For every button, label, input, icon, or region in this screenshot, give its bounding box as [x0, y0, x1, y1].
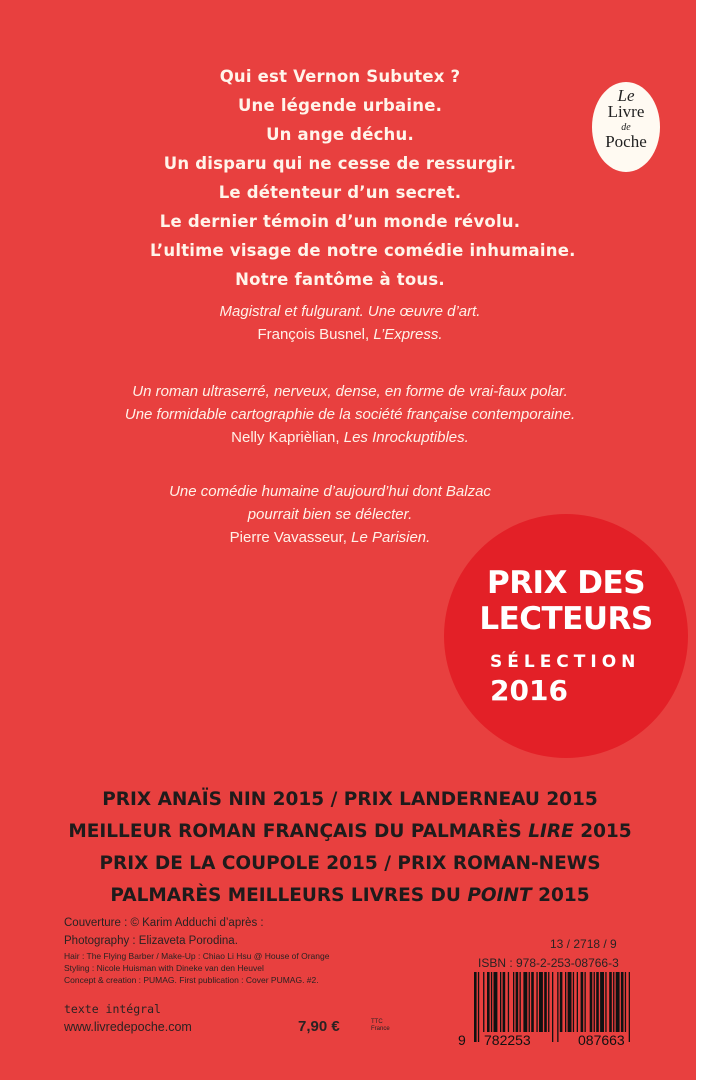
barcode-bar	[513, 972, 514, 1032]
barcode-digits: 782253	[484, 1032, 531, 1048]
synopsis-line: Notre fantôme à tous.	[235, 270, 445, 289]
quote-publication: L’Express.	[373, 326, 443, 343]
price: 7,90 €	[298, 1018, 340, 1035]
quote-author: François Busnel,	[257, 326, 370, 343]
barcode-bar	[508, 972, 509, 1032]
barcode-bar	[523, 972, 527, 1032]
barcode-bar	[474, 972, 477, 1042]
barcode-bar	[516, 972, 519, 1032]
prize-line: PRIX ANAÏS NIN 2015 / PRIX LANDERNEAU 2015	[102, 789, 598, 810]
barcode-bar	[494, 972, 498, 1032]
logo-text: de	[621, 122, 631, 133]
credit-line: Concept & creation : PUMAG. First publication : Cover PUMAG. #2.	[64, 975, 319, 985]
synopsis-line: L’ultime visage de notre comédie inhumaine.	[150, 241, 576, 260]
barcode-bar	[629, 972, 630, 1042]
barcode-digit: 9	[458, 1032, 466, 1048]
barcode-bar	[560, 972, 563, 1032]
quote-publication: Les Inrockuptibles.	[343, 429, 469, 446]
quote-author: Pierre Vavasseur,	[229, 529, 347, 546]
barcode-bar	[557, 972, 558, 1042]
quote-author: Nelly Kaprièlian,	[231, 429, 340, 446]
press-quote	[100, 380, 600, 449]
livre-de-poche-logo	[592, 82, 660, 172]
barcode-bar	[600, 972, 604, 1032]
barcode-bar	[585, 972, 586, 1032]
barcode-bar	[573, 972, 574, 1032]
prize-line: PALMARÈS MEILLEURS LIVRES DU POINT 2015	[110, 885, 590, 906]
prize-line: PRIX DE LA COUPOLE 2015 / PRIX ROMAN-NEWS	[99, 853, 601, 874]
barcode-bar	[552, 972, 553, 1042]
barcode-bar	[613, 972, 614, 1032]
barcode-bar	[605, 972, 606, 1032]
barcode-bar	[544, 972, 547, 1032]
barcode-bar	[596, 972, 599, 1032]
synopsis-line: Un disparu qui ne cesse de ressurgir.	[163, 154, 517, 173]
credit-line: Photography : Elizaveta Porodina.	[64, 935, 238, 947]
synopsis	[150, 62, 576, 294]
logo-text: Poche	[605, 132, 647, 151]
quote-text: Une comédie humaine d’aujourd’hui dont Balzac	[169, 483, 491, 500]
barcode-bar	[625, 972, 626, 1032]
barcode-bar	[581, 972, 584, 1032]
quote-source	[100, 426, 600, 449]
barcode-bar	[531, 972, 534, 1032]
barcode-bar	[491, 972, 492, 1032]
badge-text: LECTEURS	[479, 601, 653, 637]
publisher-url: www.livredepoche.com	[64, 1020, 192, 1034]
quote-publication: Le Parisien.	[351, 529, 431, 546]
cover-credits	[64, 914, 464, 986]
barcode-bar	[539, 972, 543, 1032]
prize-list	[40, 784, 660, 912]
quote-source	[100, 323, 600, 346]
barcode-bar	[577, 972, 578, 1032]
barcode-bar	[616, 972, 620, 1032]
barcode-bar	[500, 972, 501, 1032]
edition-code: 13 / 2718 / 9	[550, 937, 617, 951]
barcode-bar	[483, 972, 484, 1032]
synopsis-line: Une légende urbaine.	[237, 96, 443, 115]
quote-text: Une formidable cartographie de la société française contemporaine.	[124, 406, 576, 423]
prix-des-lecteurs-badge	[444, 514, 688, 758]
credit-line: Couverture : © Karim Adduchi d’après :	[64, 917, 264, 929]
barcode-bar	[503, 972, 506, 1032]
barcode-bar	[565, 972, 566, 1032]
logo-text: Livre	[607, 102, 645, 121]
price-tax-note: TTC France	[371, 1019, 390, 1032]
barcode-bar	[548, 972, 549, 1032]
synopsis-line: Le dernier témoin d’un monde révolu.	[159, 212, 521, 231]
badge-text: SÉLECTION	[490, 652, 641, 672]
barcode-bar	[594, 972, 595, 1032]
barcode-bar	[536, 972, 537, 1032]
synopsis-line: Un ange déchu.	[266, 125, 414, 144]
credit-line: Hair : The Flying Barber / Make-Up : Chiao Li Hsu @ House of Orange	[64, 951, 330, 961]
logo-text: Le	[617, 86, 635, 105]
barcode-bar	[590, 972, 593, 1032]
barcode-bar	[529, 972, 530, 1032]
quote-text: pourrait bien se délecter.	[247, 506, 413, 523]
synopsis-line: Le détenteur d’un secret.	[218, 183, 462, 202]
barcode-digits: 087663	[578, 1032, 625, 1048]
barcode-bar	[568, 972, 572, 1032]
texte-integral: texte intégral	[64, 1002, 161, 1016]
barcode-bar	[621, 972, 624, 1032]
quote-text: Magistral et fulgurant. Une œuvre d’art.	[219, 303, 481, 320]
isbn: ISBN : 978-2-253-08766-3	[478, 956, 619, 970]
barcode-bar	[478, 972, 479, 1042]
barcode-bar	[487, 972, 490, 1032]
barcode-bar	[520, 972, 521, 1032]
quote-text: Un roman ultraserré, nerveux, dense, en forme de vrai-faux polar.	[132, 383, 568, 400]
press-quote	[100, 300, 600, 346]
credit-line: Styling : Nicole Huisman with Dineke van den Heuvel	[64, 963, 264, 973]
barcode-bar	[609, 972, 612, 1032]
badge-text: PRIX DES	[486, 565, 646, 601]
synopsis-line: Qui est Vernon Subutex ?	[219, 67, 461, 86]
barcode	[460, 972, 672, 1054]
prize-line: MEILLEUR ROMAN FRANÇAIS DU PALMARÈS LIRE 2015	[68, 821, 632, 842]
badge-text: 2016	[490, 674, 568, 707]
